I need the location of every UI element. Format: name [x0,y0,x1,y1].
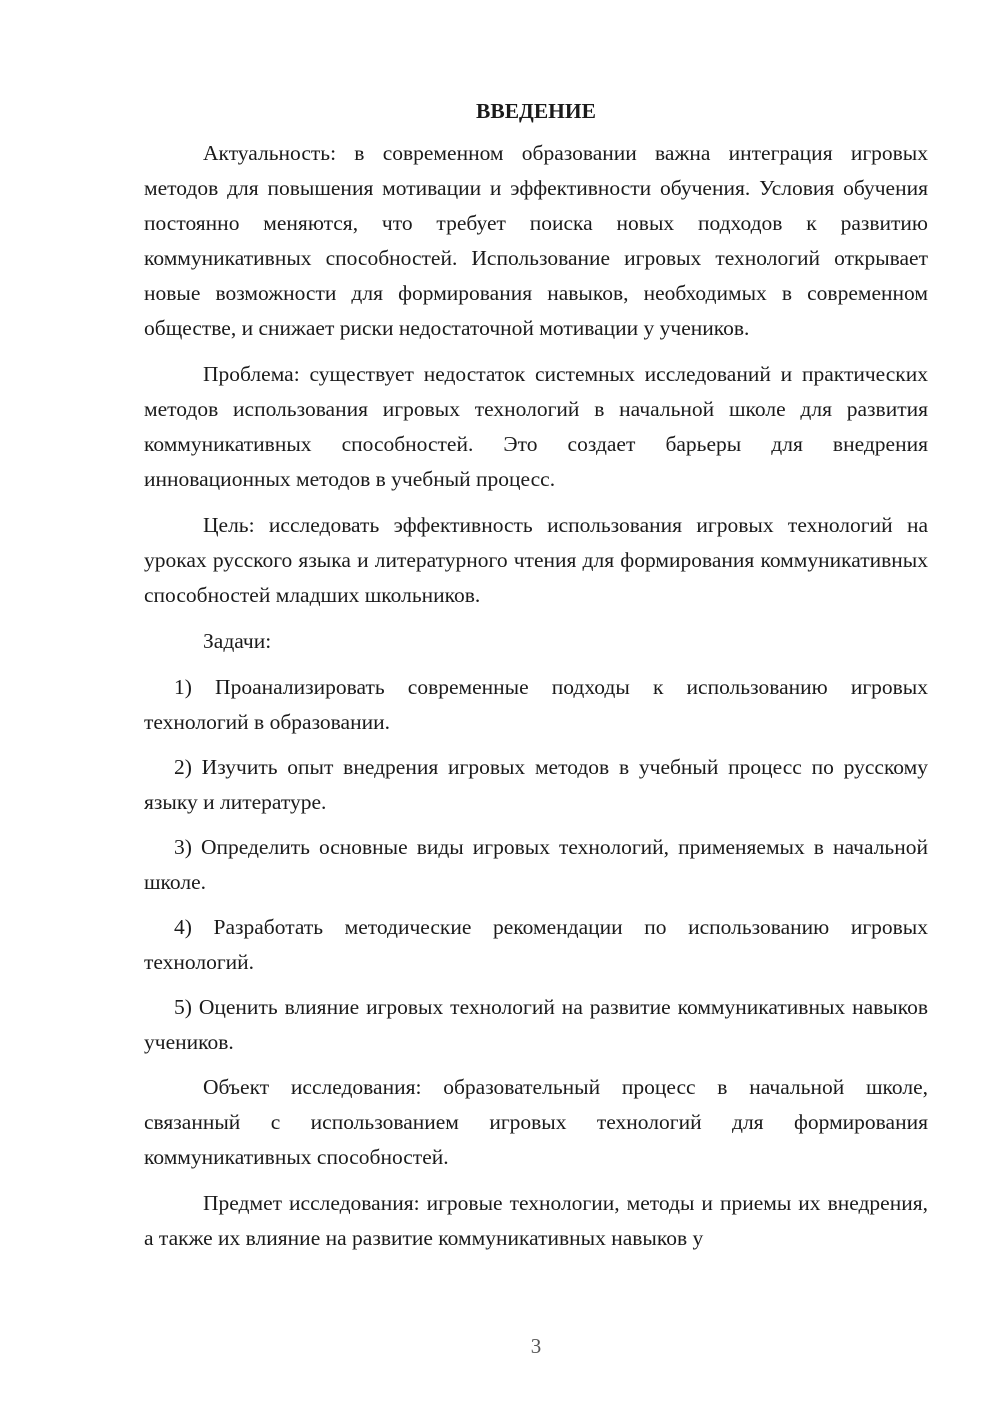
document-page [144,94,928,1267]
paragraph-goal: Цель: исследовать эффективность использования игровых технологий на уроках русского языка и литературного чтения для формирования коммуникативных способностей младших школьников. [144,513,928,607]
paragraph-problem: Проблема: существует недостаток системных исследований и практических методов использования игровых технологий в начальной школе для развития коммуникативных способностей. Это создает барьеры для внедрения инновационных методов в учебный процесс. [144,362,928,491]
page-number: 3 [530,1334,542,1358]
paragraph-subject: Предмет исследования: игровые технологии, методы и приемы их внедрения, а также их влияние на развитие коммуникативных навыков у [144,1191,928,1250]
task-item-3: 3) Определить основные виды игровых технологий, применяемых в начальной школе. [144,835,928,894]
paragraph-tasks-heading: Задачи: [203,629,272,653]
task-item-2: 2) Изучить опыт внедрения игровых методов в учебный процесс по русскому языку и литературе. [144,755,928,814]
section-title: ВВЕДЕНИЕ [476,99,596,123]
task-item-4: 4) Разработать методические рекомендации по использованию игровых технологий. [144,915,928,974]
task-item-5: 5) Оценить влияние игровых технологий на развитие коммуникативных навыков учеников. [144,995,928,1054]
task-item-1: 1) Проанализировать современные подходы к использованию игровых технологий в образовании. [144,675,928,734]
paragraph-object: Объект исследования: образовательный процесс в начальной школе, связанный с использованием игровых технологий для формирования коммуникативных способностей. [144,1075,928,1169]
paragraph-relevance: Актуальность: в современном образовании важна интеграция игровых методов для повышения мотивации и эффективности обучения. Условия обучения постоянно меняются, что требует поиска новых подходов к развитию коммуникативных способностей. Использование игровых технологий открывает новые возможности для формирования навыков, необходимых в современном обществе, и снижает риски недостаточной мотивации у учеников. [144,141,928,340]
